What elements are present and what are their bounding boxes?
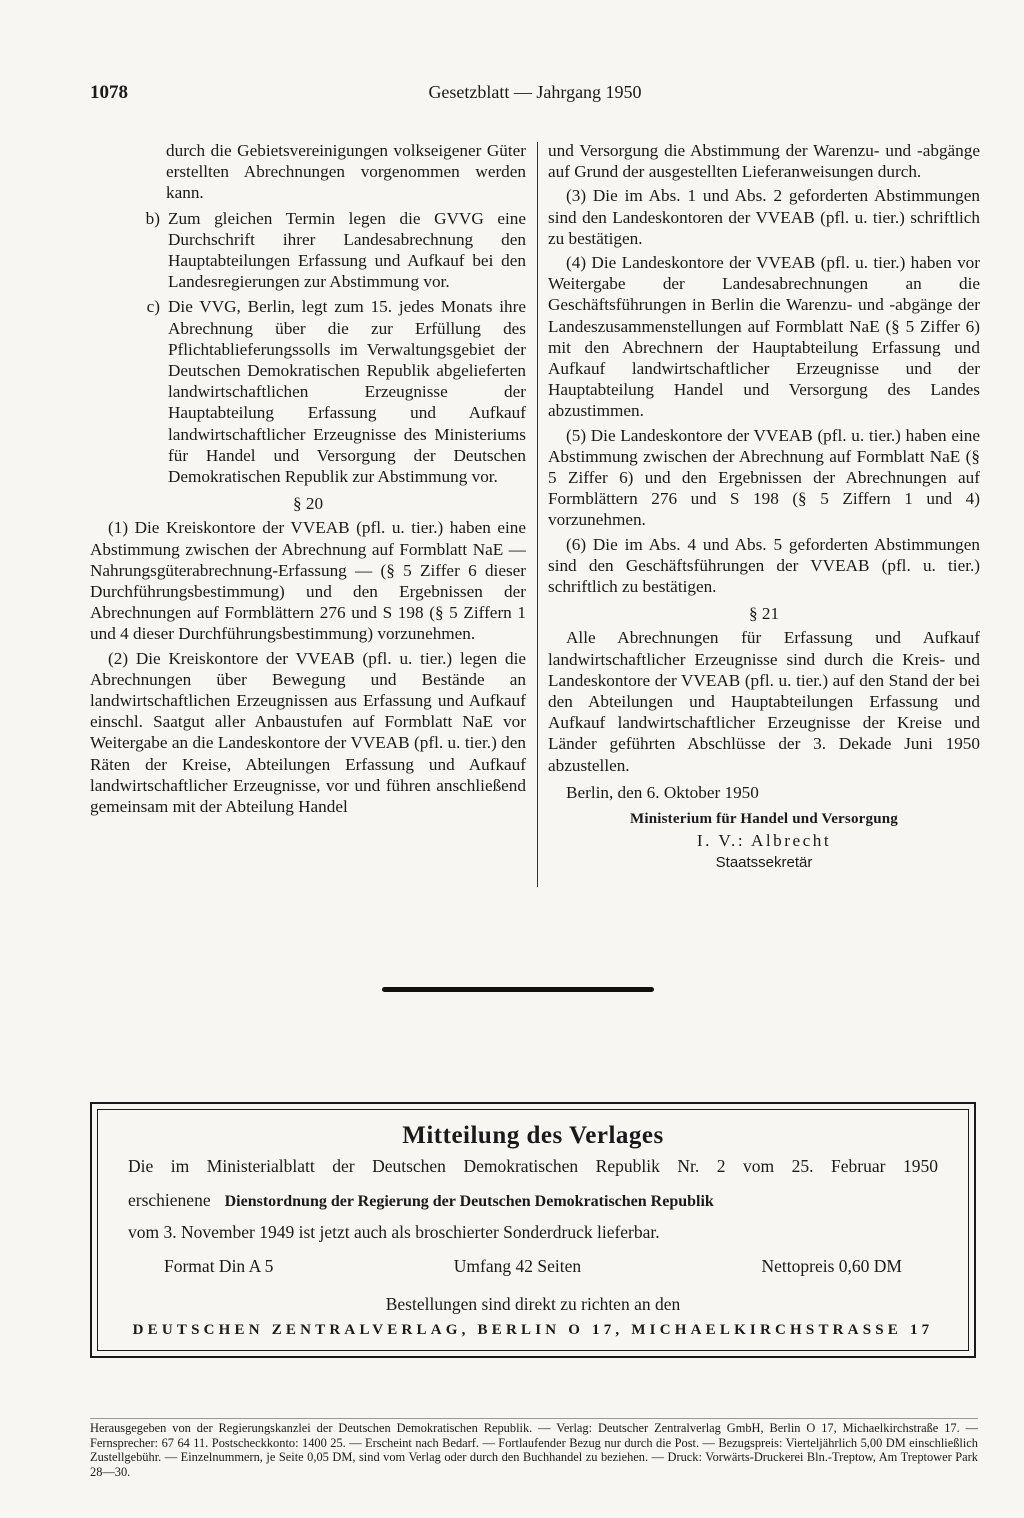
item-c-label: c) [146, 297, 160, 317]
notice-line-2 [128, 1190, 938, 1211]
notice-document-title: Dienstordnung der Regierung der Deutschen Demokratischen Republik [224, 1193, 714, 1210]
intro-paragraph: durch die Gebietsvereinigungen volkseigener Güter erstellten Abrechnungen vorgenommen werden kann. [166, 141, 526, 203]
section-20-title: § 20 [292, 494, 324, 514]
header-title: Gesetzblatt — Jahrgang 1950 [428, 82, 642, 102]
section-20-paragraph-2: (2) Die Kreiskontore der VVEAB (pfl. u. tier.) legen die Abrechnungen über Bewegung und Bestände an landwirtschaftlichen Erzeugnissen aus Erfassung und Aufkauf einschl. Saatgut aller Anbaustufen auf Formblatt NaE vor Weitergabe an die Landeskontore der VVEAB (pfl. u. tier.) den Räten der Kreise, Abteilungen Erfassung und Aufkauf landwirtschaftlicher Erzeugnisse, vor und führen anschließend gemeinsam mit der Abteilung Handel [90, 648, 526, 817]
notice-price: Nettopreis 0,60 DM [761, 1256, 902, 1276]
notice-format: Format Din A 5 [164, 1256, 274, 1276]
signer-name: I. V.: Albrecht [696, 831, 832, 851]
notice-line-1: Die im Ministerialblatt der Deutschen Demokratischen Republik Nr. 2 vom 25. Februar 1950 [128, 1156, 938, 1176]
notice-pages: Umfang 42 Seiten [453, 1256, 582, 1276]
ministry-name: Ministerium für Handel und Versorgung [630, 811, 898, 828]
item-b-text: Zum gleichen Termin legen die GVVG eine Durchschrift ihrer Landesabrechnung den Hauptabteilungen Erfassung und Aufkauf bei den Landesregierungen zur Abstimmung vor. [168, 208, 526, 292]
paragraph-3: (3) Die im Abs. 1 und Abs. 2 geforderten Abstimmungen sind den Landeskontoren der VVEAB (pfl. u. tier.) schriftlich zu bestätigen. [548, 186, 980, 248]
item-c-text: Die VVG, Berlin, legt zum 15. jedes Monats ihre Abrechnung über die zur Erfüllung des Pflichtablieferungssolls im Verwaltungsgebiet der Deutschen Demokratischen Republik abgelieferten landwirtschaftlichen Erzeugnisse der Hauptabteilung Erfassung und Aufkauf landwirtschaftlicher Erzeugnisse des Ministeriums für Handel und Versorgung der Deutschen Demokratischen Republik zur Abstimmung vor. [168, 297, 526, 487]
notice-details-row [128, 1256, 938, 1277]
paragraph-5: (5) Die Landeskontore der VVEAB (pfl. u. tier.) haben eine Abstimmung zwischen der Abrechnung auf Formblatt NaE (§ 5 Ziffer 6) und den Ergebnissen der Abrechnungen auf Formblättern 276 und S 198 (§ 5 Ziffern 1 und 4) vorzunehmen. [548, 425, 980, 530]
date-line: Berlin, den 6. Oktober 1950 [566, 782, 759, 802]
imprint-text: Herausgegeben von der Regierungskanzlei der Deutschen Demokratischen Republik. — Verlag: Deutscher Zentralverlag GmbH, Berlin O 17, Michaelkirchstraße 17. — Fernsprecher: 67 64 11. Postscheckkonto: 1400 25. — Erscheint nach Bedarf. — Fortlaufender Bezug nur durch die Post. — Bezugspreis: Vierteljährlich 5,00 DM einschließlich Zustellgebühr. — Einzelnummern, je Seite 0,05 DM, sind vom Verlag oder durch den Buchhandel zu beziehen. — Druck: Vorwärts-Druckerei Bln.-Treptow, Am Treptower Park 28—30. [90, 1421, 978, 1479]
notice-line-3: vom 3. November 1949 ist jetzt auch als broschierter Sonderdruck lieferbar. [128, 1222, 660, 1242]
notice-title: Mitteilung des Verlages [402, 1122, 664, 1149]
page-number: 1078 [90, 82, 128, 103]
item-b-label: b) [145, 208, 160, 228]
notice-line-2-prefix: erschienene [128, 1190, 211, 1210]
signer-title: Staatssekretär [715, 853, 813, 871]
section-21-paragraph: Alle Abrechnungen für Erfassung und Aufkauf landwirtschaftlicher Erzeugnisse sind durch die Kreis- und Landeskontore der VVEAB (pfl. u. tier.) auf den Stand der bei den Abteilungen und Hauptabteilungen Erfassung und Aufkauf landwirtschaftlicher Erzeugnisse der Kreise und Länder geführten Abschlüsse der 3. Dekade Juni 1950 abzustellen. [548, 628, 980, 775]
section-21-title: § 21 [748, 604, 780, 624]
notice-publisher-address: DEUTSCHEN ZENTRALVERLAG, BERLIN O 17, MICHAELKIRCHSTRASSE 17 [132, 1322, 934, 1338]
page-header [90, 82, 980, 110]
decorative-rule [382, 987, 654, 992]
continuation-paragraph: und Versorgung die Abstimmung der Warenzu- und -abgänge auf Grund der ausgestellten Lieferanweisungen durch. [548, 141, 980, 182]
left-column [90, 140, 526, 817]
item-c [90, 296, 526, 487]
item-b [90, 208, 526, 293]
right-column [548, 140, 980, 873]
column-divider [537, 142, 538, 887]
footer-rule [90, 1418, 978, 1419]
publisher-notice [90, 1102, 976, 1358]
paragraph-6: (6) Die im Abs. 4 und Abs. 5 geforderten Abstimmungen sind den Geschäftsführungen der VVEAB (pfl. u. tier.) schriftlich zu bestätigen. [548, 534, 980, 597]
notice-order-line: Bestellungen sind direkt zu richten an den [385, 1294, 681, 1314]
section-20-paragraph-1: (1) Die Kreiskontore der VVEAB (pfl. u. tier.) haben eine Abstimmung zwischen der Abrechnung auf Formblatt NaE — Nahrungsgüterabrechnung-Erfassung — (§ 5 Ziffer 6 dieser Durchführungsbestimmung) und den Ergebnissen der Abrechnungen auf Formblättern 276 und S 198 (§ 5 Ziffern 1 und 4 dieser Durchführungsbestimmung) vorzunehmen. [90, 518, 526, 644]
imprint-footer [90, 1421, 978, 1479]
paragraph-4: (4) Die Landeskontore der VVEAB (pfl. u. tier.) haben vor Weitergabe der Landesabrechnungen an die Geschäftsführungen in Berlin die Warenzu- und -abgänge der Landeszusammenstellungen auf Formblatt NaE (§ 5 Ziffer 6) mit den Abrechnern der Hauptabteilung Erfassung und Aufkauf landwirtschaftlicher Erzeugnisse und der Hauptabteilung Handel und Versorgung des Landes abzustimmen. [548, 253, 980, 421]
